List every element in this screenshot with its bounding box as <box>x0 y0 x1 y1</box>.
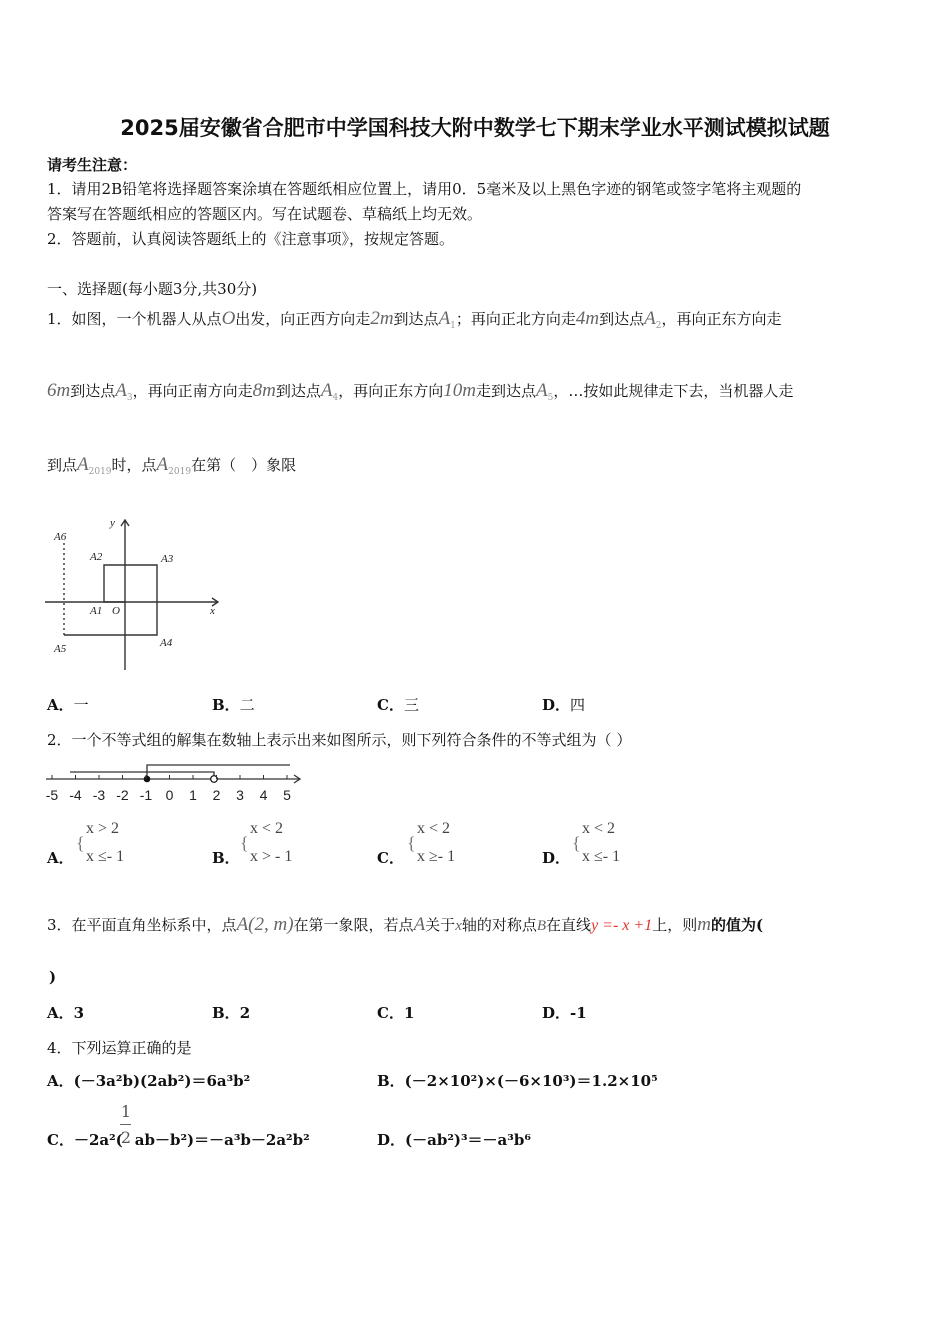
q1-option-b[interactable]: B．二 <box>212 696 255 714</box>
q2-c-top: x < 2 <box>417 820 451 837</box>
brace: { <box>240 833 249 853</box>
q2-b-bottom: x > - 1 <box>250 848 293 865</box>
q1-line-2: 6m到达点$A_3$，再向正南方向走8m到达点$A_4$，再向正东方向10m走到达点$A_5$，…按如此规律走下去，当机器人走 <box>47 380 794 403</box>
q2-option-a-label[interactable]: A． <box>47 849 74 867</box>
tick-label: 5 <box>283 787 291 803</box>
q2-b-top: x < 2 <box>250 820 284 837</box>
filled-point-minus-1 <box>144 776 151 783</box>
q4-option-b[interactable]: B．(－2×10²)×(－6×10³)＝1.2×10⁵ <box>377 1072 658 1090</box>
tick-label: -5 <box>45 787 59 803</box>
tick-label: -3 <box>92 787 106 803</box>
q2-option-b-label[interactable]: B． <box>212 849 240 867</box>
tick-label: -4 <box>69 787 82 803</box>
q1-robot-path-figure <box>40 510 230 675</box>
solution-right-bracket <box>70 772 214 779</box>
label-a2: A2 <box>90 551 103 563</box>
q3-option-d[interactable]: D．-1 <box>542 1004 587 1022</box>
tick-label: 2 <box>212 787 221 803</box>
q2-number-line <box>40 755 310 807</box>
label-y: y <box>110 517 115 529</box>
q2-a-top: x > 2 <box>86 820 120 837</box>
label-a6: A6 <box>54 531 67 543</box>
section-heading: 一、选择题(每小题3分,共30分) <box>47 280 258 298</box>
q1-option-d[interactable]: D．四 <box>542 696 586 714</box>
tick-label: 1 <box>189 787 197 803</box>
notice-line-2: 答案写在答题纸相应的答题区内。写在试题卷、草稿纸上均无效。 <box>47 205 483 223</box>
fraction-bar <box>120 1124 131 1125</box>
label-a4: A4 <box>160 637 173 649</box>
robot-path <box>64 565 157 635</box>
tick-label: 4 <box>259 787 268 803</box>
q1-option-c[interactable]: C．三 <box>377 696 419 714</box>
fraction-denominator: 2 <box>120 1128 132 1147</box>
q3-option-c[interactable]: C．1 <box>377 1004 415 1022</box>
tick-label: 0 <box>165 787 174 803</box>
q2-option-c-label[interactable]: C． <box>377 849 404 867</box>
notice-line-1: 1．请用2B铅笔将选择题答案涂填在答题纸相应位置上，请用0．5毫米及以上黑色字迹的钢笔或签字笔将主观题的 <box>47 180 802 198</box>
tick-label: -1 <box>139 787 153 803</box>
q1-line-3: 到点$A_{2019}$时，点$A_{2019}$在第（ ）象限 <box>47 454 297 477</box>
fraction-numerator: 1 <box>120 1102 132 1121</box>
q3-option-b[interactable]: B．2 <box>212 1004 251 1022</box>
tick-label: 3 <box>236 787 244 803</box>
q1-line-1: 1．如图，一个机器人从点O出发，向正西方向走2m到达点$A_1$；再向正北方向走4m到达点$A_2$，再向正东方向走 <box>47 308 782 331</box>
q2-d-top: x < 2 <box>582 820 616 837</box>
q2-c-bottom: x ≥- 1 <box>417 848 456 865</box>
label-x: x <box>210 605 215 617</box>
q2-option-d-label[interactable]: D． <box>542 849 571 867</box>
q4-option-a[interactable]: A．(－3a²b)(2ab²)＝6a³b² <box>47 1072 251 1090</box>
q1-option-a[interactable]: A．一 <box>47 696 89 714</box>
q4-stem: 4．下列运算正确的是 <box>47 1039 192 1057</box>
q3-close-paren: ) <box>49 968 57 986</box>
label-a3: A3 <box>161 553 174 565</box>
q4-option-d[interactable]: D．(－ab²)³＝－a³b⁶ <box>377 1131 531 1149</box>
q3-line-1: 3．在平面直角坐标系中，点A(2, m)在第一象限，若点A关于x轴的对称点B在直线y =- x +1上，则m的值为( <box>47 914 764 935</box>
notice-line-3: 2．答题前，认真阅读答题纸上的《注意事项》，按规定答题。 <box>47 230 455 248</box>
q1-number: 1． <box>47 310 72 328</box>
brace: { <box>407 833 416 853</box>
q2-d-bottom: x ≤- 1 <box>582 848 621 865</box>
tick-label: -2 <box>116 787 129 803</box>
notice-heading: 请考生注意： <box>47 156 138 174</box>
brace: { <box>76 833 85 853</box>
label-a5: A5 <box>54 643 67 655</box>
label-o: O <box>112 605 120 617</box>
label-a1: A1 <box>90 605 103 617</box>
q3-option-a[interactable]: A．3 <box>47 1004 85 1022</box>
q4-option-c[interactable]: C．－2a²( ab－b²)＝－a³b－2a²b² <box>47 1131 310 1149</box>
q2-a-bottom: x ≤- 1 <box>86 848 125 865</box>
brace: { <box>572 833 581 853</box>
page-title: 2025届安徽省合肥市中学国科技大附中数学七下期末学业水平测试模拟试题 <box>120 116 830 140</box>
q2-stem: 2．一个不等式组的解集在数轴上表示出来如图所示，则下列符合条件的不等式组为（ ） <box>47 731 632 749</box>
